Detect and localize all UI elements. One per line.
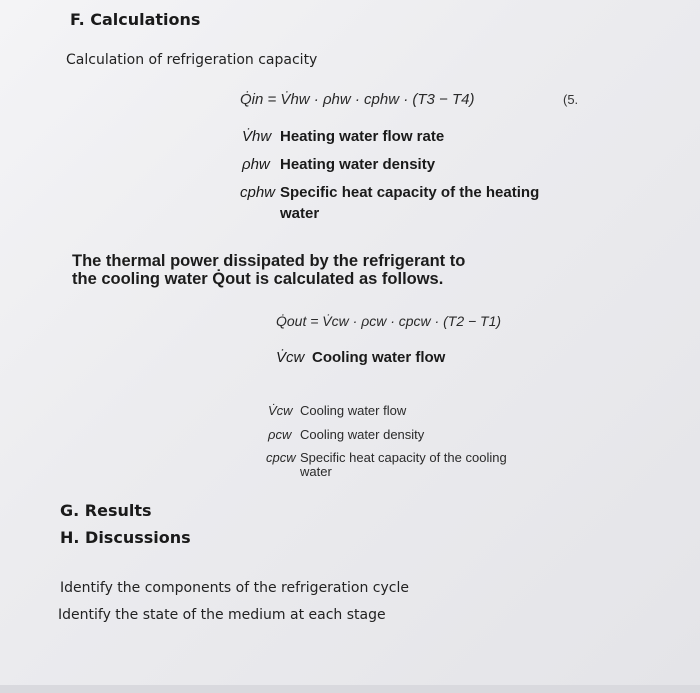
definition-row bbox=[242, 128, 444, 145]
equation-thermal-power-out: Q̇out = V̇cw · ρcw · cpcw · (T2 − T1) bbox=[276, 313, 502, 329]
definition-row bbox=[268, 403, 406, 418]
paragraph-line: the cooling water Q̇out is calculated as follows. bbox=[72, 270, 444, 288]
section-f-subtitle: Calculation of refrigeration capacity bbox=[66, 52, 318, 68]
equation-refrigeration-capacity: Q̇in = V̇hw · ρhw · cphw · (T3 − T4) bbox=[240, 91, 475, 108]
definition-symbol: cphw bbox=[240, 184, 276, 201]
section-h-title: H. Discussions bbox=[60, 528, 191, 547]
discussion-item: Identify the state of the medium at each stage bbox=[58, 607, 386, 623]
paragraph-line: The thermal power dissipated by the refrigerant to bbox=[72, 252, 466, 270]
equation-number: (5. bbox=[563, 92, 579, 107]
bottom-edge bbox=[0, 685, 700, 693]
definition-symbol: V̇hw bbox=[242, 128, 272, 145]
definition-text: Cooling water flow bbox=[312, 349, 446, 366]
definition-text: Heating water flow rate bbox=[280, 128, 445, 145]
definition-symbol: ρhw bbox=[242, 156, 270, 173]
definition-row bbox=[240, 184, 539, 201]
definition-symbol: ρcw bbox=[268, 427, 292, 442]
definition-text: Heating water density bbox=[280, 156, 436, 173]
section-f-title: F. Calculations bbox=[70, 10, 201, 29]
definition-text: Cooling water density bbox=[300, 427, 425, 442]
section-g-title: G. Results bbox=[60, 501, 152, 520]
definition-text-continuation: water bbox=[280, 205, 320, 222]
definition-row bbox=[276, 349, 445, 366]
definition-text-continuation: water bbox=[300, 464, 332, 479]
definition-text: Cooling water flow bbox=[300, 403, 407, 418]
definition-row bbox=[268, 427, 424, 442]
definition-symbol: cpcw bbox=[266, 450, 296, 465]
definition-symbol: V̇cw bbox=[276, 349, 305, 366]
definition-symbol: V̇cw bbox=[268, 403, 293, 418]
definition-row bbox=[242, 156, 435, 173]
definition-text: Specific heat capacity of the cooling bbox=[300, 450, 507, 465]
definition-text: Specific heat capacity of the heating bbox=[280, 184, 540, 201]
definition-row bbox=[266, 450, 507, 465]
discussion-item: Identify the components of the refrigeration cycle bbox=[60, 580, 409, 596]
